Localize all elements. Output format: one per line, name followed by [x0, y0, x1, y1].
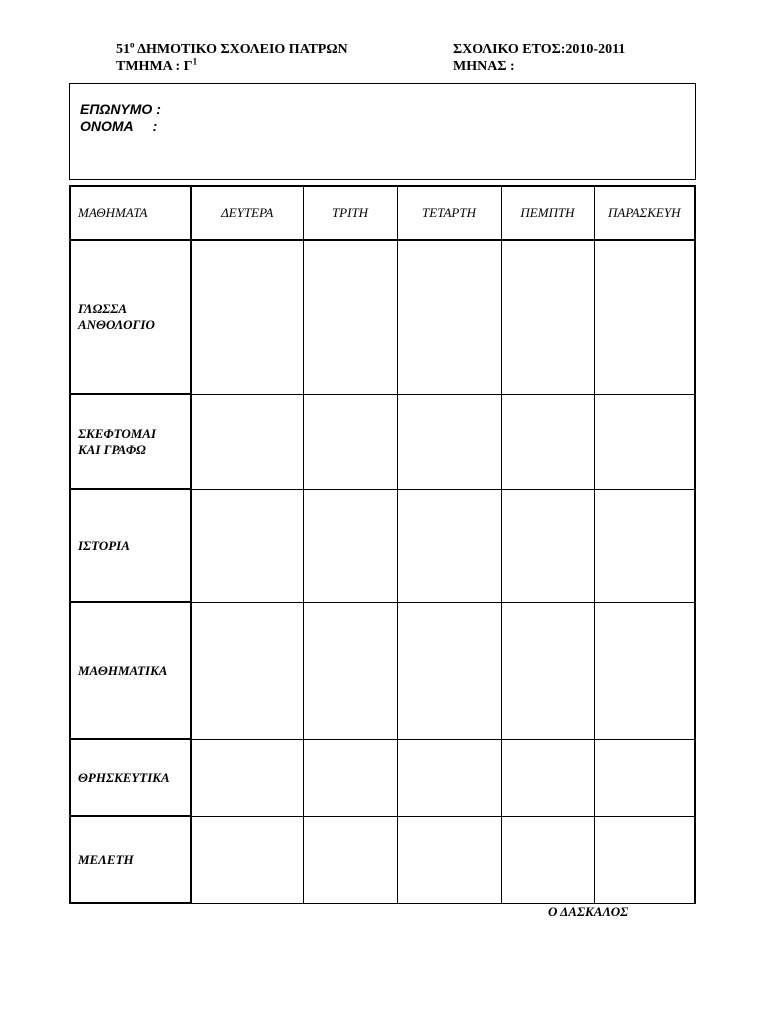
- grade-cell[interactable]: [594, 816, 695, 903]
- school-ordinal: ο: [130, 39, 135, 50]
- grade-cell[interactable]: [594, 602, 695, 739]
- month-label: ΜΗΝΑΣ :: [453, 59, 515, 74]
- grade-cell[interactable]: [501, 816, 594, 903]
- department: ΤΜΗΜΑ : $\Gamma^1$: [116, 56, 198, 74]
- table-row: [70, 816, 695, 903]
- grade-cell[interactable]: [501, 489, 594, 602]
- day-header-wednesday: ΤΕΤΑΡΤΗ: [397, 186, 501, 240]
- grade-cell[interactable]: [303, 394, 397, 489]
- grade-cell[interactable]: [191, 240, 303, 394]
- subjects-header: ΜΑΘΗΜΑΤΑ: [70, 186, 191, 240]
- department-number: 1: [192, 56, 198, 67]
- day-header-tuesday: ΤΡΙΤΗ: [303, 186, 397, 240]
- subject-history: ΙΣΤΟΡΙΑ: [70, 489, 191, 602]
- grade-cell[interactable]: [303, 489, 397, 602]
- subject-think-write: ΣΚΕΦΤΟΜΑΙ ΚΑΙ ΓΡΑΦΩ: [70, 394, 191, 489]
- grade-cell[interactable]: [397, 816, 501, 903]
- grade-cell[interactable]: [191, 816, 303, 903]
- grade-cell[interactable]: [303, 602, 397, 739]
- firstname-label: ΟΝΟΜΑ :: [80, 118, 158, 134]
- grade-cell[interactable]: [501, 394, 594, 489]
- teacher-signature-label: Ο ΔΑΣΚΑΛΟΣ: [548, 904, 629, 919]
- day-header-friday: ΠΑΡΑΣΚΕΥΗ: [594, 186, 695, 240]
- timetable-header-row: [70, 186, 695, 240]
- grade-cell[interactable]: [303, 816, 397, 903]
- school-year: ΣΧΟΛΙΚΟ ΕΤΟΣ:2010-2011: [453, 42, 626, 57]
- grade-cell[interactable]: [594, 240, 695, 394]
- grade-cell[interactable]: [594, 739, 695, 816]
- grade-cell[interactable]: [303, 739, 397, 816]
- table-row: [70, 602, 695, 739]
- grade-cell[interactable]: [501, 602, 594, 739]
- surname-label: ΕΠΩΝΥΜΟ :: [80, 101, 161, 117]
- subject-study: ΜΕΛΕΤΗ: [70, 816, 191, 903]
- day-header-monday: ΔΕΥΤΕΡΑ: [191, 186, 303, 240]
- grade-cell[interactable]: [501, 240, 594, 394]
- student-info-box[interactable]: [69, 83, 696, 180]
- table-row: [70, 240, 695, 394]
- grade-cell[interactable]: [397, 489, 501, 602]
- grade-cell[interactable]: [191, 394, 303, 489]
- table-row: [70, 489, 695, 602]
- table-row: [70, 739, 695, 816]
- grade-cell[interactable]: [501, 739, 594, 816]
- day-header-thursday: ΠΕΜΠΤΗ: [501, 186, 594, 240]
- school-name: $51^o$ ΔΗΜΟΤΙΚΟ ΣΧΟΛΕΙΟ ΠΑΤΡΩΝ: [116, 39, 348, 57]
- subject-language: ΓΛΩΣΣΑ ΑΝΘΟΛΟΓΙΟ: [70, 240, 191, 394]
- grade-cell[interactable]: [397, 739, 501, 816]
- grade-cell[interactable]: [397, 394, 501, 489]
- grade-cell[interactable]: [594, 394, 695, 489]
- grade-cell[interactable]: [397, 240, 501, 394]
- grade-cell[interactable]: [594, 489, 695, 602]
- grade-cell[interactable]: [191, 489, 303, 602]
- table-row: [70, 394, 695, 489]
- grade-cell[interactable]: [191, 739, 303, 816]
- grade-cell[interactable]: [397, 602, 501, 739]
- subject-religion: ΘΡΗΣΚΕΥΤΙΚΑ: [70, 739, 191, 816]
- grade-cell[interactable]: [303, 240, 397, 394]
- subject-mathematics: ΜΑΘΗΜΑΤΙΚΑ: [70, 602, 191, 739]
- grade-cell[interactable]: [191, 602, 303, 739]
- timetable: [69, 185, 696, 904]
